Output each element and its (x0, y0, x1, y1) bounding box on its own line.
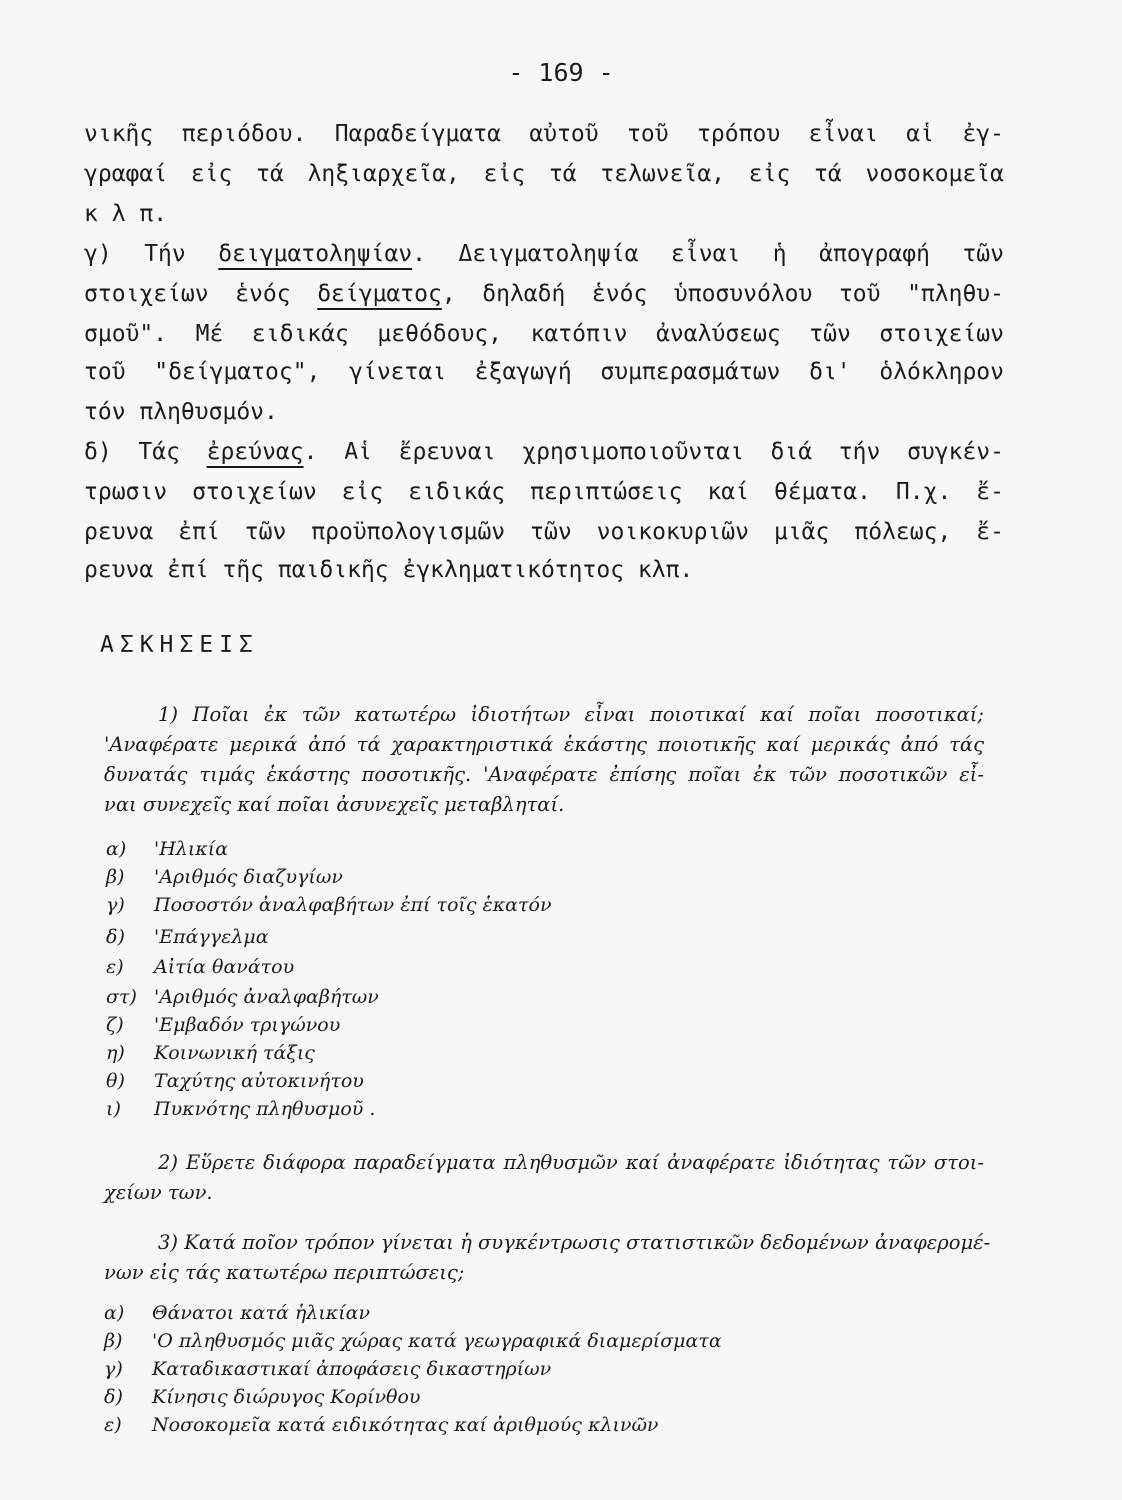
exercise-3-item: α) Θάνατοι κατά ἡλικίαν (104, 1302, 371, 1324)
exercise-3-line: 3) Κατά ποῖον τρόπον γίνεται ἡ συγκέντρωσις στατιστικῶν δεδομένων ἀναφερομέ- (158, 1231, 991, 1254)
page-number: - 169 - (508, 58, 614, 87)
exercise-3-item: ε) Νοσοκομεῖα κατά ειδικότητας καί ἀριθμούς κλινῶν (104, 1414, 659, 1436)
exercise-1-item: ζ) 'Εμβαδόν τριγώνου (106, 1014, 341, 1036)
exercise-2-line: 2) Εὕρετε διάφορα παραδείγματα πληθυσμῶν καί ἀναφέρατε ἰδιότητας τῶν στοι- (158, 1151, 984, 1174)
exercise-1-item: η) Κοινωνική τάξις (106, 1042, 315, 1064)
term-sample: δείγματος (317, 281, 442, 307)
exercises-heading: ΑΣΚΗΣΕΙΣ (100, 632, 259, 658)
body-line: τοῦ "δείγματος", γίνεται ἐξαγωγή συμπερασμάτων δι' ὁλόκληρον (84, 359, 1004, 385)
exercise-1-line: ναι συνεχεῖς καί ποῖαι ἀσυνεχεῖς μεταβληταί. (104, 793, 565, 816)
term-surveys: ἐρεύνας (206, 439, 304, 465)
exercise-1-item: β) 'Αριθμός διαζυγίων (106, 866, 343, 888)
exercise-3-item: γ) Καταδικαστικαί ἀποφάσεις δικαστηρίων (104, 1358, 552, 1380)
body-line: νικῆς περιόδου. Παραδείγματα αὐτοῦ τοῦ τρόπου εἶναι αἱ ἐγ- (84, 121, 1004, 147)
exercise-1-item: δ) 'Επάγγελμα (106, 926, 269, 948)
body-line-item-c (84, 240, 1004, 268)
body-line: σμοῦ". Μέ ειδικάς μεθόδους, κατόπιν ἀναλύσεως τῶν στοιχείων (84, 321, 1004, 347)
exercise-1-item: γ) Ποσοστόν ἀναλφαβήτων ἐπί τοῖς ἑκατόν (106, 894, 552, 916)
exercise-1-line: 1) Ποῖαι ἐκ τῶν κατωτέρω ἰδιοτήτων εἶναι ποιοτικαί καί ποῖαι ποσοτικαί; (158, 703, 984, 726)
body-line: στοιχείων ἑνός δείγματος, δηλαδή ἑνός ὑποσυνόλου τοῦ "πληθυ- (84, 281, 1004, 307)
exercise-1-item: θ) Ταχύτης αὐτοκινήτου (106, 1070, 364, 1092)
body-line-item-d (84, 438, 1004, 466)
exercise-2-line: χείων των. (104, 1181, 213, 1204)
exercise-1-item: ι) Πυκνότης πληθυσμοῦ . (106, 1098, 376, 1120)
exercise-3-item: δ) Κίνησις διώρυγος Κορίνθου (104, 1386, 421, 1408)
exercise-1-item: ε) Αἰτία θανάτου (106, 956, 295, 978)
term-sampling: δειγματοληψίαν (218, 241, 413, 267)
exercise-1-line: δυνατάς τιμάς ἑκάστης ποσοτικῆς. 'Αναφέρατε ἐπίσης ποῖαι ἐκ τῶν ποσοτικῶν εἶ- (104, 763, 984, 786)
exercise-3-line: νων εἰς τάς κατωτέρω περιπτώσεις; (104, 1261, 465, 1284)
item-d-prefix: δ) Τάς (84, 439, 207, 465)
body-line: τρωσιν στοιχείων εἰς ειδικάς περιπτώσεις καί θέματα. Π.χ. ἔ- (84, 479, 1004, 505)
body-line: γραφαί εἰς τά ληξιαρχεῖα, εἰς τά τελωνεῖα, εἰς τά νοσοκομεῖα (84, 161, 1004, 187)
exercise-1-item: α) 'Ηλικία (106, 838, 229, 860)
exercise-1-line: 'Αναφέρατε μερικά ἀπό τά χαρακτηριστικά ἑκάστης ποιοτικῆς καί μερικάς ἀπό τάς (104, 733, 984, 756)
body-line: ρευνα ἐπί τῶν προϋπολογισμῶν τῶν νοικοκυριῶν μιᾶς πόλεως, ἔ- (84, 519, 1004, 545)
item-c-rest: . Δειγματοληψία εἶναι ἡ ἀπογραφή τῶν (412, 241, 1005, 267)
item-c-prefix: γ) Τήν (84, 241, 219, 267)
body-line: ρευνα ἐπί τῆς παιδικῆς ἐγκληματικότητος κλπ. (84, 557, 694, 583)
exercise-1-item: στ) 'Αριθμός ἀναλφαβήτων (106, 986, 379, 1008)
body-line: κ λ π. (84, 201, 168, 227)
item-d-rest: . Αἱ ἔρευναι χρησιμοποιοῦνται διά τήν συγκέν- (303, 439, 1004, 465)
body-line: τόν πληθυσμόν. (84, 399, 278, 425)
exercise-3-item: β) 'Ο πληθυσμός μιᾶς χώρας κατά γεωγραφικά διαμερίσματα (104, 1330, 722, 1352)
